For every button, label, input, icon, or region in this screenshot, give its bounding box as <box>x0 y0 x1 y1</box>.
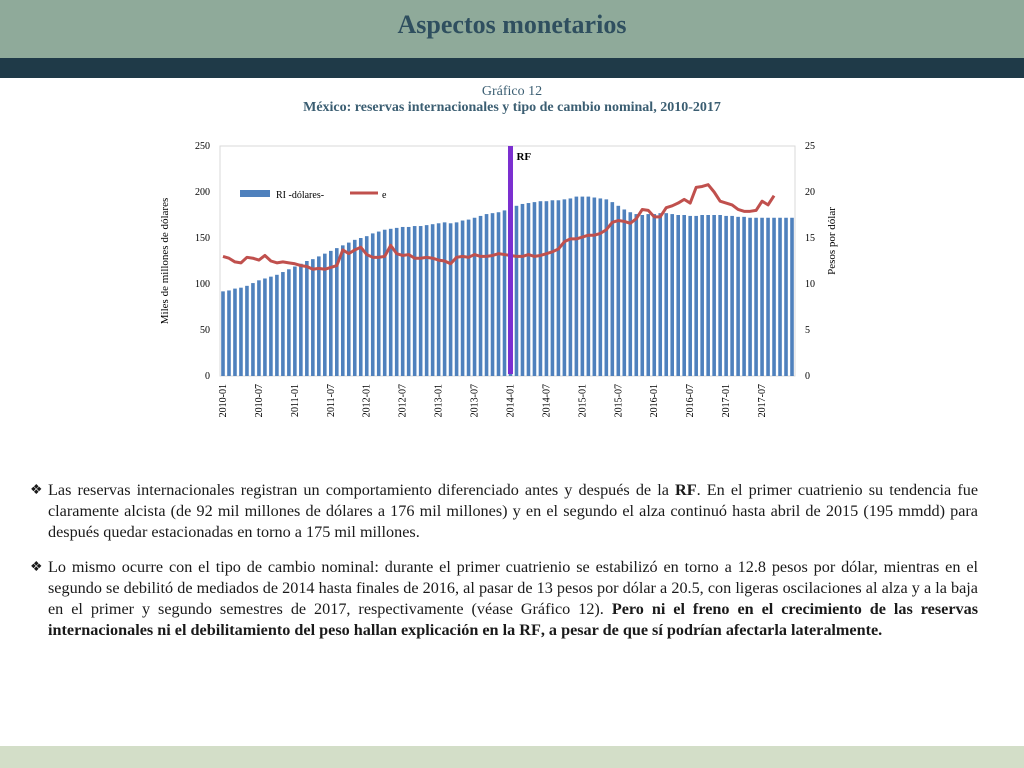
bar <box>311 259 315 376</box>
bar <box>323 254 327 376</box>
bar <box>527 203 531 376</box>
bar <box>754 218 758 376</box>
bar <box>736 217 740 376</box>
bar <box>545 201 549 376</box>
bar <box>305 261 309 376</box>
bullet-reserves <box>30 480 978 543</box>
bar <box>712 215 716 376</box>
bar <box>652 214 656 376</box>
figure-number: Gráfico 12 <box>481 84 543 99</box>
bar <box>676 215 680 376</box>
bar <box>485 214 489 376</box>
legend-bar-label: RI -dólares- <box>276 190 325 201</box>
x-tick-label: 2016-07 <box>685 384 697 418</box>
bar <box>497 212 501 376</box>
bar <box>658 213 662 376</box>
header-divider <box>0 58 1024 78</box>
bar <box>533 202 537 376</box>
bar <box>437 223 441 376</box>
bar <box>467 220 471 376</box>
page-title: Aspectos monetarios <box>397 10 627 39</box>
bar <box>299 264 303 376</box>
bullet2-text: Lo mismo ocurre con el tipo de cambio nominal: durante el primer cuatrienio se estabilizó en torno a 12.8 pesos por dólar, mientras en el segundo se debilitó de mediados de 2014 hasta finales de 2016, al pasar de 13 pesos por dólar a 20.5, con ligeras oscilaciones al alza y a la baja en el primer y segundo semestres de 2017, respectivamente (véase Gráfico 12). <box>48 558 978 618</box>
bar <box>581 197 585 376</box>
x-tick-label: 2010-07 <box>253 384 265 418</box>
bar <box>569 198 573 376</box>
y-tick-label: 150 <box>195 233 210 244</box>
bar <box>371 233 375 376</box>
bar <box>341 245 345 376</box>
bar <box>401 227 405 376</box>
bar <box>407 227 411 376</box>
bar <box>233 289 237 376</box>
y-tick-label: 200 <box>195 187 210 198</box>
bar <box>281 272 285 376</box>
bar <box>790 218 794 376</box>
bar <box>455 222 459 376</box>
bar <box>575 197 579 376</box>
bar <box>353 240 357 376</box>
bar <box>742 217 746 376</box>
footer-bar <box>0 746 1024 768</box>
bar <box>263 278 267 376</box>
x-tick-label: 2017-01 <box>721 384 733 418</box>
x-tick-label: 2013-07 <box>469 384 481 418</box>
x-tick-label: 2011-01 <box>289 384 301 417</box>
reserves-exchange-rate-chart <box>150 130 840 440</box>
bar <box>778 218 782 376</box>
y-tick-label: 50 <box>200 325 210 336</box>
bar <box>221 291 225 376</box>
y2-tick-label: 0 <box>805 371 810 382</box>
y-tick-label: 100 <box>195 279 210 290</box>
bar <box>599 198 603 376</box>
bar <box>640 215 644 376</box>
y2-tick-label: 15 <box>805 233 815 244</box>
x-tick-label: 2017-07 <box>757 384 769 418</box>
bar <box>503 210 507 376</box>
bar <box>443 222 447 376</box>
bar <box>365 236 369 376</box>
bullet-exchange-rate <box>30 557 978 641</box>
bar <box>515 206 519 376</box>
bar <box>389 229 393 376</box>
bar <box>419 226 423 376</box>
y2-tick-label: 5 <box>805 325 810 336</box>
bar <box>521 204 525 376</box>
bar <box>623 209 627 376</box>
bar <box>628 212 632 376</box>
bar <box>700 215 704 376</box>
x-tick-label: 2012-01 <box>361 384 373 418</box>
analysis-text <box>30 480 978 655</box>
bar <box>245 286 249 376</box>
bar <box>239 288 243 376</box>
figure-title: México: reservas internacionales y tipo de cambio nominal, 2010-2017 <box>303 100 721 115</box>
bar <box>670 214 674 376</box>
bar <box>688 216 692 376</box>
bar <box>431 224 435 376</box>
bar <box>634 214 638 376</box>
y-tick-label: 250 <box>195 141 210 152</box>
bar <box>269 277 273 376</box>
bullet2-bold-end: , a pesar de que sí podrían afectarla lateralmente. <box>540 621 883 639</box>
bar <box>766 218 770 376</box>
bar <box>724 216 728 376</box>
y2-tick-label: 10 <box>805 279 815 290</box>
x-tick-label: 2014-07 <box>541 384 553 418</box>
diamond-bullet-icon: ❖ <box>30 483 43 498</box>
bar <box>491 213 495 376</box>
bar <box>718 215 722 376</box>
bar <box>551 200 555 376</box>
bar <box>227 290 231 376</box>
y2-axis-title: Pesos por dólar <box>826 207 838 275</box>
x-tick-label: 2014-01 <box>505 384 517 418</box>
bar <box>748 218 752 376</box>
bar <box>257 280 261 376</box>
bar <box>317 256 321 376</box>
bar <box>359 238 363 376</box>
legend-bar-swatch <box>240 190 270 197</box>
y-tick-label: 0 <box>205 371 210 382</box>
bar <box>461 221 465 376</box>
rf-marker-label: RF <box>516 151 532 163</box>
bullet1-text-end: . En el primer cuatrienio su tendencia fue claramente alcista (de 92 mil millones de dólares a 176 mil millones) y en el segundo el alza continuó hasta abril de 2015 (195 mmdd) para después quedar estacionadas en torno a 175 mil millones. <box>48 481 979 541</box>
bar <box>617 206 621 376</box>
bar <box>251 283 255 376</box>
x-tick-label: 2015-01 <box>577 384 589 418</box>
bar <box>329 251 333 376</box>
x-tick-label: 2013-01 <box>433 384 445 418</box>
diamond-bullet-icon: ❖ <box>30 560 43 575</box>
x-tick-label: 2015-07 <box>613 384 625 418</box>
bar <box>587 197 591 376</box>
bullet1-text: Las reservas internacionales registran un comportamiento diferenciado antes y después de la <box>48 481 669 499</box>
x-tick-label: 2012-07 <box>397 384 409 418</box>
bar <box>473 218 477 376</box>
bar <box>784 218 788 376</box>
y-axis-title: Miles de millones de dólares <box>159 197 171 325</box>
bar <box>347 243 351 376</box>
bar <box>539 201 543 376</box>
x-tick-label: 2016-01 <box>649 383 661 418</box>
bullet2-bold-text: Pero ni el freno en el crecimiento de las reservas internacionales ni el debilitamiento del peso hallan explicación en la <box>48 600 979 639</box>
bar <box>377 232 381 376</box>
bar <box>293 267 297 376</box>
bar <box>425 225 429 376</box>
bar <box>413 226 417 376</box>
x-tick-label: 2011-07 <box>325 384 337 417</box>
bullet2-rf: RF <box>519 621 541 639</box>
x-tick-label: 2010-01 <box>217 384 229 418</box>
bar <box>611 202 615 376</box>
y2-tick-label: 25 <box>805 141 815 152</box>
bar <box>593 198 597 376</box>
legend-line-label: e <box>382 190 387 201</box>
bar <box>646 214 650 376</box>
bar <box>682 215 686 376</box>
y2-tick-label: 20 <box>805 187 815 198</box>
bar <box>694 216 698 376</box>
bar <box>760 218 764 376</box>
bullet1-rf: RF <box>675 481 697 499</box>
bar <box>275 275 279 376</box>
bar <box>563 199 567 376</box>
bar <box>664 213 668 376</box>
bar <box>772 218 776 376</box>
bar <box>730 216 734 376</box>
bar <box>449 223 453 376</box>
bar <box>287 269 291 376</box>
bar <box>557 200 561 376</box>
bar <box>706 215 710 376</box>
bar <box>479 216 483 376</box>
